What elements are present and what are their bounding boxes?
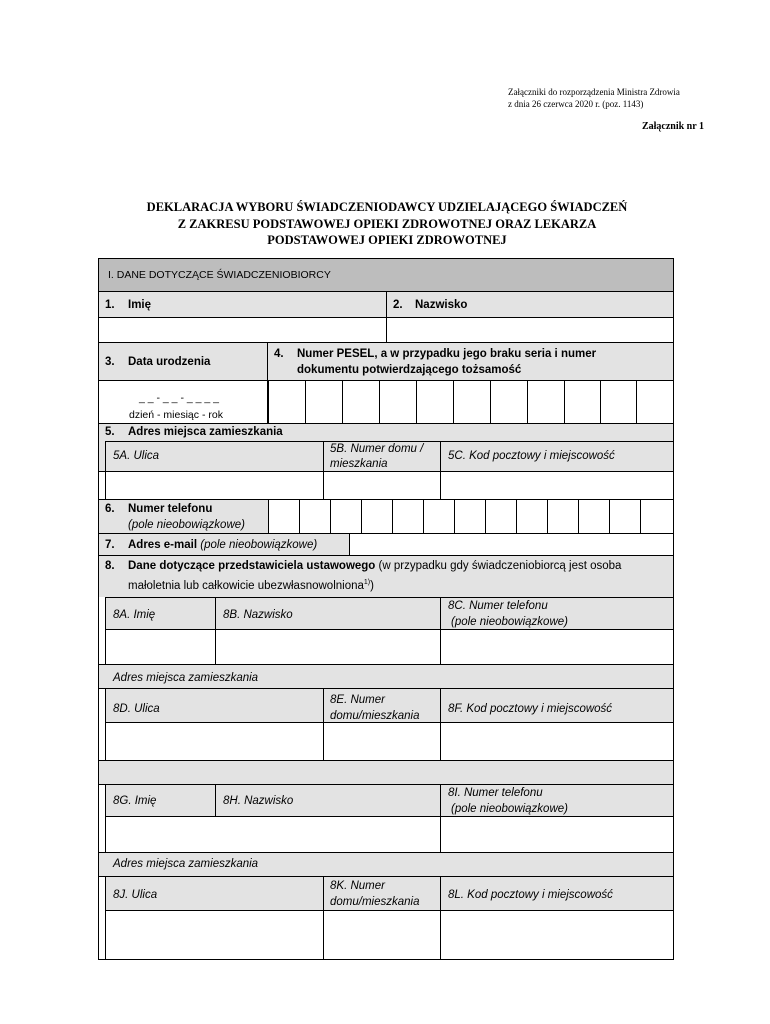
declaration-form [98, 258, 674, 960]
rep2-street-label: 8J. Ulica [113, 889, 158, 901]
annex-number: Załącznik nr 1 [641, 121, 704, 132]
birth-date-input[interactable] [99, 381, 267, 424]
pesel-digit-box[interactable] [564, 381, 600, 424]
phone-label: Numer telefonu [128, 503, 213, 515]
rep1-phone-label-line1: 8C. Numer telefonu [448, 600, 548, 612]
pesel-digit-box[interactable] [379, 381, 416, 424]
phone-digit-box[interactable] [268, 500, 299, 534]
first-name-label: Imię [128, 299, 152, 311]
rep2-label-row [106, 785, 673, 817]
phone-digit-box[interactable] [454, 500, 485, 534]
phone-digit-box[interactable] [609, 500, 640, 534]
title-line2: Z ZAKRESU PODSTAWOWEJ OPIEKI ZDROWOTNEJ ORAZ LEKARZA [177, 216, 597, 231]
footnote-marker: 1) [363, 579, 371, 586]
rep1-phone-label-line2: (pole nieobowiązkowe) [451, 616, 568, 628]
pesel-digit-box[interactable] [490, 381, 527, 424]
regulation-reference [508, 86, 680, 110]
phone-digit-box[interactable] [361, 500, 392, 534]
pesel-label-line1: Numer PESEL, a w przypadku jego braku seria i numer [297, 348, 597, 360]
representatives-separator [99, 761, 673, 785]
rep2-postal-input[interactable] [441, 911, 673, 959]
rep2-house-label-line2: domu/mieszkania [330, 896, 420, 908]
email-input[interactable] [350, 534, 673, 556]
rep2-address-heading: Adres miejsca zamieszkania [113, 858, 259, 870]
rep2-street-input[interactable] [106, 911, 323, 959]
field-6-number: 6. [105, 503, 115, 515]
field-8-number: 8. [105, 560, 115, 572]
birth-date-mask: _ _ - _ _ - _ _ _ _ [139, 392, 219, 404]
representative-label: Dane dotyczące przedstawiciela ustawowego [128, 560, 376, 572]
rep1-last-name-label: 8B. Nazwisko [223, 609, 293, 621]
representative-condition-line2: małoletnia lub całkowicie ubezwłasnowolniona [128, 579, 364, 592]
phone-hint: (pole nieobowiązkowe) [128, 519, 245, 531]
pesel-digit-box[interactable] [527, 381, 564, 424]
rep2-name-input[interactable] [105, 817, 441, 853]
rep2-phone-label-line2: (pole nieobowiązkowe) [451, 803, 568, 815]
regulation-reference-line1: Załączniki do rozporządzenia Ministra Zdrowia [508, 87, 680, 97]
pesel-digit-box[interactable] [305, 381, 342, 424]
representative-condition: (w przypadku gdy świadczeniobiorcą jest osoba [375, 560, 622, 572]
rep1-street-label: 8D. Ulica [113, 703, 160, 715]
phone-digit-box[interactable] [392, 500, 423, 534]
street-label: 5A. Ulica [113, 450, 160, 462]
rep1-house-label-line1: 8E. Numer [330, 694, 385, 706]
phone-digit-box[interactable] [547, 500, 578, 534]
title-line3: PODSTAWOWEJ OPIEKI ZDROWOTNEJ [267, 233, 507, 247]
house-number-input[interactable] [324, 472, 440, 500]
birth-date-label: Data urodzenia [128, 356, 211, 368]
rep1-house-input[interactable] [324, 723, 440, 760]
page-title [100, 199, 674, 249]
last-name-input[interactable] [387, 318, 673, 343]
phone-digit-box[interactable] [640, 500, 673, 534]
pesel-digit-box[interactable] [600, 381, 636, 424]
field-4-number: 4. [274, 348, 284, 360]
postal-city-input[interactable] [441, 472, 673, 500]
phone-digit-box[interactable] [330, 500, 361, 534]
rep1-last-name-input[interactable] [216, 630, 440, 664]
house-number-label-line1: 5B. Numer domu / [330, 443, 424, 455]
field-2-number: 2. [393, 299, 403, 311]
field-1-number: 1. [105, 299, 115, 311]
pesel-digit-box[interactable] [416, 381, 453, 424]
rep2-phone-input[interactable] [441, 817, 673, 852]
field-5-number: 5. [105, 426, 115, 438]
phone-digit-box[interactable] [578, 500, 609, 534]
rep1-address-heading: Adres miejsca zamieszkania [113, 672, 259, 684]
rep1-phone-input[interactable] [441, 630, 673, 664]
address-label: Adres miejsca zamieszkania [128, 426, 283, 438]
rep2-last-name-label: 8H. Nazwisko [223, 795, 294, 807]
street-input[interactable] [106, 472, 323, 500]
rep2-first-name-label: 8G. Imię [113, 795, 157, 807]
rep1-postal-label: 8F. Kod pocztowy i miejscowość [448, 703, 613, 715]
pesel-digit-box[interactable] [342, 381, 379, 424]
section-heading: I. DANE DOTYCZĄCE ŚWIADCZENIOBIORCY [108, 269, 331, 281]
email-hint: (pole nieobowiązkowe) [200, 539, 318, 551]
field-7-number: 7. [105, 539, 115, 551]
pesel-digit-box[interactable] [453, 381, 490, 424]
pesel-digit-box[interactable] [636, 381, 673, 424]
phone-digit-box[interactable] [516, 500, 547, 534]
phone-digit-box[interactable] [299, 500, 330, 534]
pesel-label-line2: dokumentu potwierdzającego tożsamość [297, 364, 522, 376]
rep1-label-row [106, 598, 673, 630]
regulation-reference-line2: z dnia 26 czerwca 2020 r. (poz. 1143) [508, 99, 644, 109]
house-number-label-line2: mieszkania [330, 458, 388, 470]
title-line1: DEKLARACJA WYBORU ŚWIADCZENIODAWCY UDZIELAJĄCEGO ŚWIADCZEŃ [146, 200, 628, 214]
rep1-house-label-line2: domu/mieszkania [330, 710, 420, 722]
last-name-label: Nazwisko [415, 299, 468, 311]
postal-city-label: 5C. Kod pocztowy i miejscowość [448, 450, 615, 462]
birth-date-hint: dzień - miesiąc - rok [129, 409, 223, 421]
phone-digit-box[interactable] [485, 500, 516, 534]
rep2-house-label-line1: 8K. Numer [330, 880, 385, 892]
rep2-phone-label-line1: 8I. Numer telefonu [448, 787, 543, 799]
rep2-postal-label: 8L. Kod pocztowy i miejscowość [448, 889, 613, 901]
rep1-first-name-input[interactable] [106, 630, 215, 664]
phone-digit-box[interactable] [423, 500, 454, 534]
rep2-house-input[interactable] [324, 911, 440, 959]
rep1-street-input[interactable] [106, 723, 323, 760]
rep1-postal-input[interactable] [441, 723, 673, 760]
representative-condition-close: ) [370, 579, 374, 592]
email-label: Adres e-mail [128, 539, 198, 551]
rep1-first-name-label: 8A. Imię [113, 609, 156, 621]
pesel-digit-box[interactable] [268, 381, 305, 424]
field-3-number: 3. [105, 356, 115, 368]
